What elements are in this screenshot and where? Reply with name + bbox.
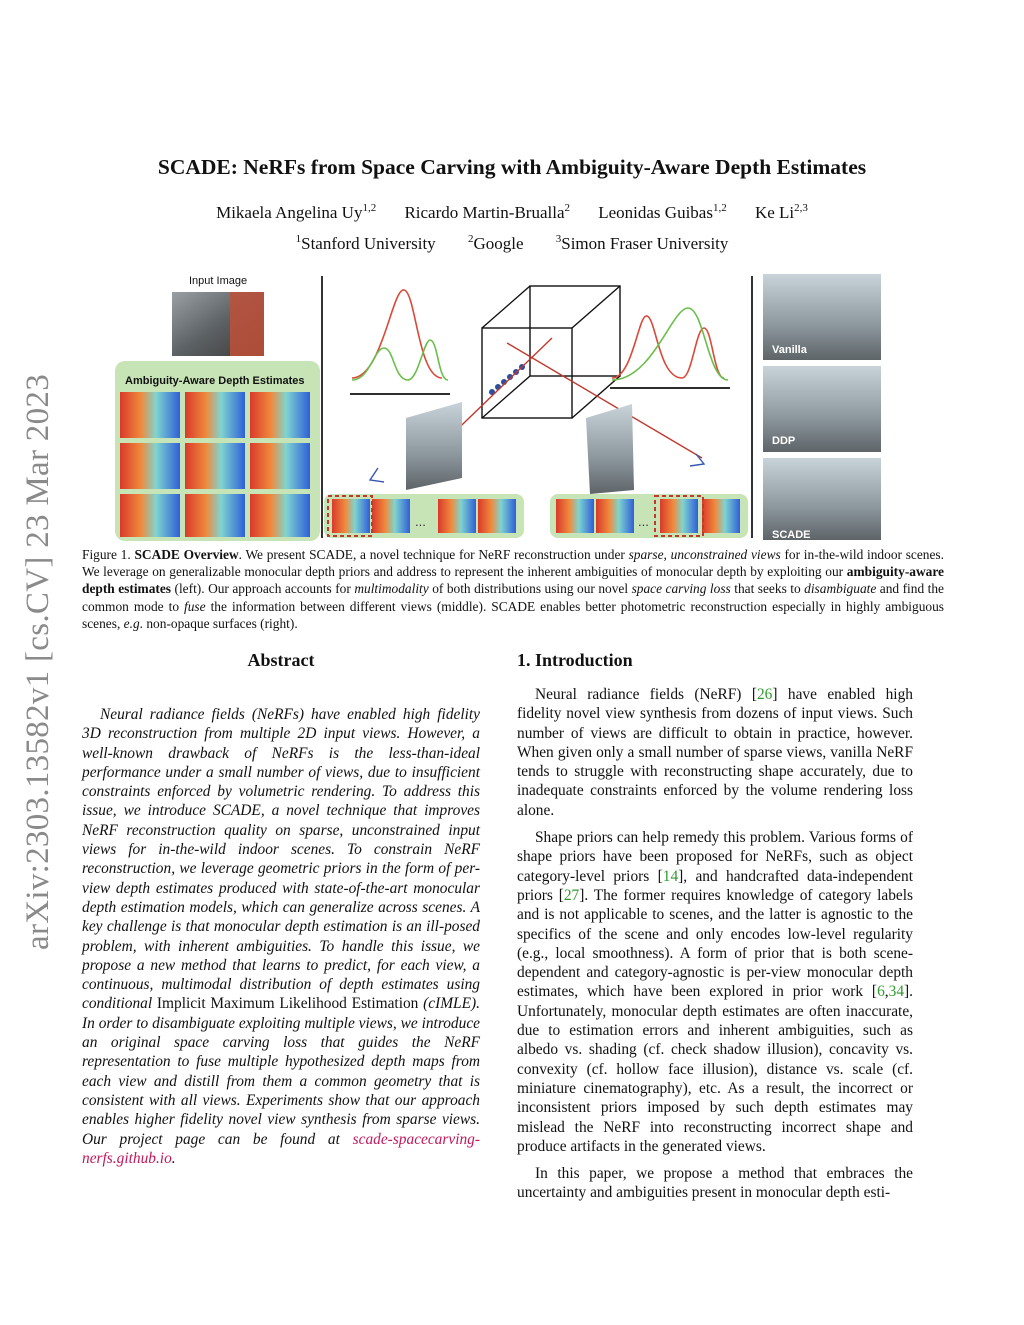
citation-link[interactable]: 34 — [888, 983, 905, 1001]
abstract-body: Neural radiance fields (NeRFs) have enabled high fidelity 3D reconstruction from multiple 2D input views. However, a well-known drawback of NeRFs is the less-than-ideal performance under a small number of views, due to insufficient constraints enforced by volumetric rendering. To address this issue, we introduce SCADE, a novel technique that improves NeRF reconstruction quality on sparse, unconstrained input views for in-the-wild indoor scenes. To constrain NeRF reconstruction, we leverage geometric priors in the form of per-view depth estimates produced with state-of-the-art monocular depth estimation models, which can generalize across scenes. A key challenge is that monocular depth estimation is an ill-posed problem, with inherent ambiguities. To handle this issue, we propose a new method that learns to predict, for each view, a continuous, multimodal distribution of depth estimates using conditional Implicit Maximum Likelihood Estimation (cIMLE). In order to disambiguate exploiting multiple views, we introduce an original space carving loss that guides the NeRF representation to fuse multiple hypothesized depth maps from each view and distill from them a common geometry that is consistent with all views. Experiments show that our approach enables higher fidelity novel view synthesis from sparse views. Our project page can be found at scade-spacecarving-nerfs.github.io. — [82, 706, 480, 1167]
depth-map — [250, 443, 310, 489]
author: Ricardo Martin-Brualla$^2$ — [404, 202, 570, 222]
strip-depth-map — [556, 499, 594, 533]
strip-depth-map — [372, 499, 410, 533]
strip-depth-map — [478, 499, 516, 533]
paper-title: SCADE: NeRFs from Space Carving with Ambiguity-Aware Depth Estimates — [157, 155, 867, 179]
strip-depth-map — [596, 499, 634, 533]
citation-link[interactable]: 6 — [877, 983, 885, 1001]
affiliation: $^2$Google — [467, 233, 524, 253]
author: Mikaela Angelina Uy$^{1,2}$ — [216, 202, 377, 222]
strip-depth-map — [438, 499, 476, 533]
citation-link[interactable]: 27 — [563, 886, 580, 904]
project-page-link[interactable]: scade-spacecarving-nerfs.github.io — [82, 1130, 480, 1167]
abstract-section — [82, 650, 480, 1168]
arxiv-sidebar-stamp: arXiv:2303.13582v1 [cs.CV] 23 Mar 2023 — [20, 374, 56, 950]
intro-paragraph: In this paper, we propose a method that embraces the uncertainty and ambiguities present in monocular depth esti- — [517, 1165, 913, 1202]
strip-ellipsis: ... — [415, 514, 426, 529]
affiliation-list — [0, 234, 1024, 254]
depth-map — [185, 494, 245, 537]
author-list — [0, 203, 1024, 223]
result-vanilla-label: Vanilla — [772, 344, 807, 356]
depth-map — [120, 392, 180, 438]
introduction-heading: 1. Introduction — [517, 650, 633, 670]
citation-link[interactable]: 26 — [756, 686, 773, 703]
depth-map — [185, 392, 245, 438]
affiliation: $^1$Stanford University — [295, 233, 436, 253]
abstract-heading: Abstract — [247, 650, 315, 670]
depth-map — [185, 443, 245, 489]
distribution-curve-red-left — [352, 290, 442, 378]
result-scade-label: SCADE — [772, 529, 811, 541]
introduction-section — [517, 650, 913, 1211]
author: Ke Li$^{2,3}$ — [754, 202, 808, 222]
depth-map — [120, 443, 180, 489]
camera-right-icon — [690, 454, 704, 466]
result-ddp-label: DDP — [772, 435, 796, 447]
figure-1-overview — [112, 268, 892, 544]
figure-caption: Figure 1. SCADE Overview. We present SCADE, a novel technique for NeRF reconstruction under sparse, unconstrained views for in-the-wild indoor scenes. We leverage on generalizable monocular depth priors and address to represent the inherent ambiguities of monocular depth by exploiting our ambiguity-aware depth estimates (left). Our approach accounts for multimodality of both distributions using our novel space carving loss that seeks to disambiguate and find the common mode to fuse the information between different views (middle). SCADE enables better photometric reconstruction especially in highly ambiguous scenes, e.g. non-opaque surfaces (right). — [82, 547, 944, 631]
depth-map-grid — [120, 392, 310, 537]
depth-map — [250, 392, 310, 438]
strip-depth-map — [332, 499, 370, 533]
result-scade — [763, 458, 881, 540]
intro-paragraph: Neural radiance fields (NeRF) [26] have enabled high fidelity novel view synthesis from dozens of input views. Such number of views are difficult to obtain in practice, however. When given only a small number of sparse views, vanilla NeRF tends to struggle with reconstructing shape accurately, due to inadequate constraints enforced by the volume rendering loss alone. — [517, 686, 913, 819]
view-photo-right — [586, 404, 634, 494]
citation-link[interactable]: 14 — [662, 867, 679, 885]
depth-map — [250, 494, 310, 537]
affiliation: $^3$Simon Fraser University — [555, 233, 729, 253]
input-image-wall — [230, 292, 264, 356]
strip-depth-map — [702, 499, 740, 533]
view-photo-left — [406, 402, 462, 490]
strip-depth-map — [660, 499, 698, 533]
input-image-label: Input Image — [189, 275, 248, 287]
strip-ellipsis: ... — [638, 514, 649, 529]
depth-map — [120, 494, 180, 537]
author: Leonidas Guibas$^{1,2}$ — [598, 202, 727, 222]
depth-estimates-label: Ambiguity-Aware Depth Estimates — [125, 375, 305, 387]
camera-left-icon — [370, 468, 384, 482]
intro-paragraph: Shape priors can help remedy this problem. Various forms of shape priors have been proposed for NeRFs, such as object category-level priors [14], and handcrafted data-independent priors [27]. The former requires knowledge of category labels and is not applicable to scenes, and the latter is agnostic to the specifics of the scene and only encodes low-level regularity (e.g., local smoothness). A form of prior that is both scene-dependent and category-agnostic is per-view monocular depth estimates, which have been explored in prior work [6,34]. Unfortunately, monocular depth estimates are often inaccurate, due to estimation errors and inherent ambiguities, such as albedo vs. shading (cf. check shadow illusion), concavity vs. convexity (cf. hollow face illusion), distance vs. scale (cf. miniature cinematography), etc. As a result, the incorrect or inconsistent priors imposed by such depth estimates may mislead the NeRF into reconstructing incorrect shape and produce artifacts in the generated views. — [517, 829, 913, 1155]
